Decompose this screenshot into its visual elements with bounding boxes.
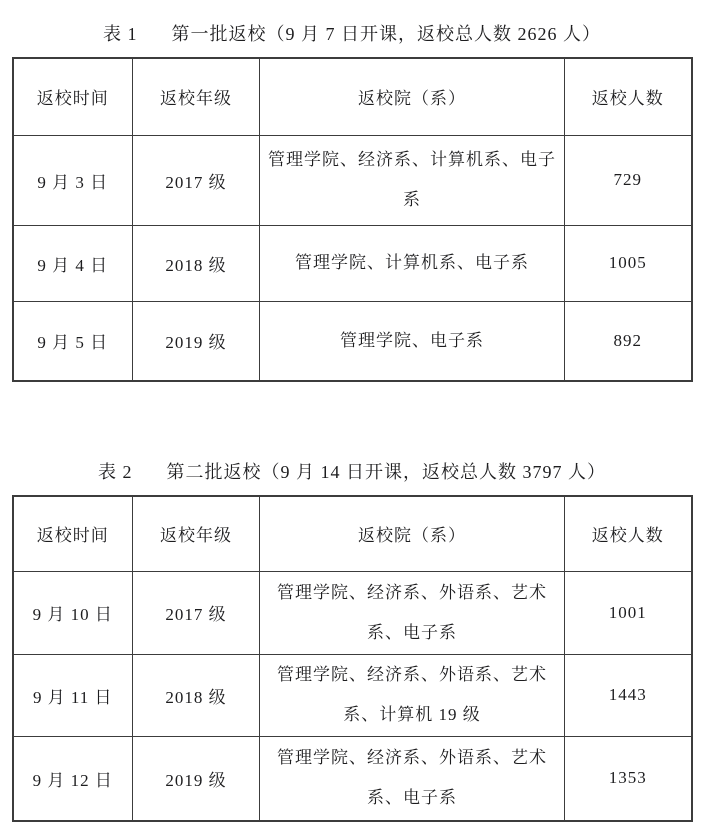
table-row [13,654,692,736]
table1-section [0,20,704,382]
table1-label: 表 1 [103,24,138,44]
cell-departments: 管理学院、电子系 [260,301,565,381]
cell-grade: 2017 级 [133,571,260,654]
cell-time: 9 月 4 日 [13,225,133,301]
return-schedule-table-2 [12,495,693,822]
table2-header-dept: 返校院（系） [260,496,565,571]
cell-departments: 管理学院、经济系、计算机系、电子系 [260,135,565,225]
table2-label: 表 2 [98,462,133,482]
table2-title [0,458,704,484]
cell-count: 1353 [565,736,692,821]
cell-time: 9 月 5 日 [13,301,133,381]
table2-section [0,458,704,822]
cell-grade: 2019 级 [133,736,260,821]
table1-header-row [13,58,692,135]
cell-departments: 管理学院、计算机系、电子系 [260,225,565,301]
table-row [13,571,692,654]
table1-header-grade: 返校年级 [133,58,260,135]
table2-title-text: 第二批返校（9 月 14 日开课，返校总人数 3797 人） [166,462,606,482]
cell-departments: 管理学院、经济系、外语系、艺术系、电子系 [260,571,565,654]
table2-header-grade: 返校年级 [133,496,260,571]
cell-grade: 2017 级 [133,135,260,225]
return-schedule-table-1 [12,57,693,382]
table-row [13,135,692,225]
table1-header-time: 返校时间 [13,58,133,135]
table-row [13,301,692,381]
cell-grade: 2019 级 [133,301,260,381]
table1-title [0,20,704,46]
table1-header-count: 返校人数 [565,58,692,135]
cell-time: 9 月 10 日 [13,571,133,654]
table2-header-time: 返校时间 [13,496,133,571]
cell-time: 9 月 3 日 [13,135,133,225]
cell-departments: 管理学院、经济系、外语系、艺术系、电子系 [260,736,565,821]
cell-count: 892 [565,301,692,381]
cell-departments: 管理学院、经济系、外语系、艺术系、计算机 19 级 [260,654,565,736]
table1-header-dept: 返校院（系） [260,58,565,135]
cell-count: 729 [565,135,692,225]
cell-count: 1005 [565,225,692,301]
cell-grade: 2018 级 [133,654,260,736]
table2-header-row [13,496,692,571]
cell-count: 1443 [565,654,692,736]
table-row [13,225,692,301]
cell-grade: 2018 级 [133,225,260,301]
table2-header-count: 返校人数 [565,496,692,571]
cell-time: 9 月 12 日 [13,736,133,821]
table-row [13,736,692,821]
cell-time: 9 月 11 日 [13,654,133,736]
cell-count: 1001 [565,571,692,654]
table1-title-text: 第一批返校（9 月 7 日开课，返校总人数 2626 人） [171,24,601,44]
